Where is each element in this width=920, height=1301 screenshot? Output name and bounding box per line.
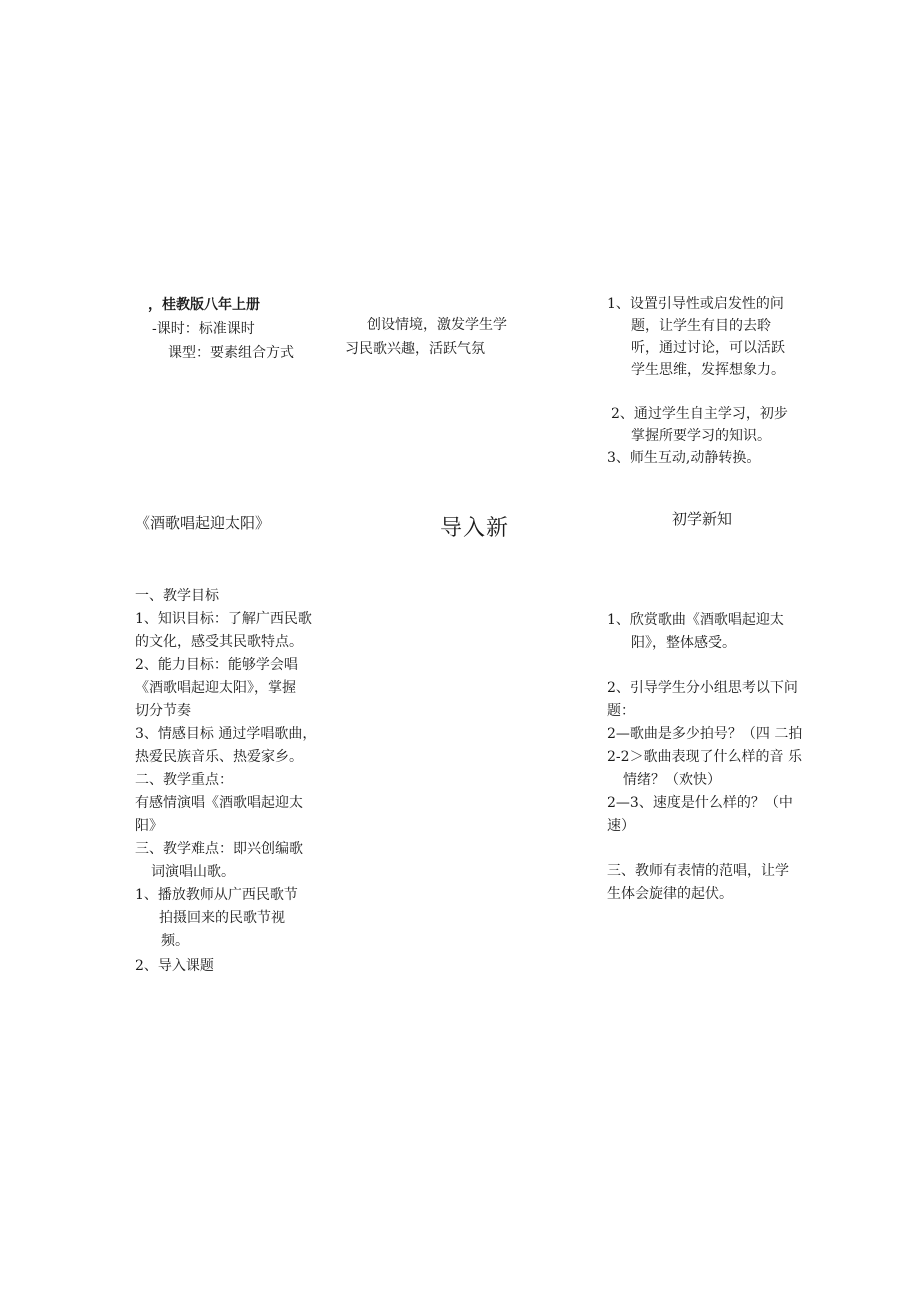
- step-item: 2、导入课题: [135, 958, 214, 974]
- question-item-cont: 情绪？（欢快）: [623, 772, 721, 788]
- goal-item-cont: 切分节奏: [135, 703, 191, 719]
- step-item: 1、播放教师从广西民歌节: [135, 887, 298, 903]
- lesson-type-label: 课型：要素组合方式: [168, 345, 294, 361]
- method-item-cont: 学生思维，发挥想象力。: [631, 362, 785, 378]
- method-item-cont: 听，通过讨论，可以活跃: [631, 340, 785, 356]
- goal-item: 1、知识目标：了解广西民歌: [135, 611, 312, 627]
- goal-item-cont: 的文化，感受其民歌特点。: [135, 634, 303, 650]
- period-label: -课时：标准课时: [152, 321, 255, 337]
- goals-heading: 一、教学目标: [135, 588, 219, 604]
- goal-item: 2、能力目标：能够学会唱: [135, 657, 298, 673]
- method-item: 1、设置引导性或启发性的问: [607, 296, 784, 312]
- question-item: 2-2＞歌曲表现了什么样的音 乐: [607, 749, 802, 765]
- difficulty-heading: 三、教学难点：即兴创编歌: [135, 841, 303, 857]
- goal-item-cont: 《酒歌唱起迎太阳》，掌握: [135, 680, 296, 696]
- question-item: 2—歌曲是多少拍号？（四 二拍: [607, 726, 803, 742]
- teaching-goals: [135, 585, 316, 978]
- song-title: 《酒歌唱起迎太阳》: [135, 514, 271, 532]
- learn-item-cont: 阳》，整体感受。: [631, 635, 736, 651]
- learn-item: 2、引导学生分小组思考以下问: [607, 680, 798, 696]
- step-item-cont: 频。: [161, 933, 189, 949]
- method-item-cont: 掌握所要学习的知识。: [631, 428, 771, 444]
- question-item-cont: 速）: [607, 818, 635, 834]
- learn-item: 三、教师有表情的范唱，让学: [607, 863, 789, 879]
- teaching-methods: [607, 293, 788, 469]
- first-learning-steps: [607, 609, 802, 906]
- learn-item-cont: 生体会旋律的起伏。: [607, 886, 733, 902]
- method-item-cont: 题，让学生有目的去聆: [631, 318, 771, 334]
- section-title-intro-new: 导入新: [440, 516, 510, 541]
- intro-purpose-line: 创设情境，激发学生学: [367, 317, 507, 333]
- textbook-label: ，桂教版八年上册: [148, 297, 260, 313]
- difficulty-text: 词演唱山歌。: [151, 864, 235, 880]
- intro-purpose-line: 习民歌兴趣，活跃气氛: [345, 341, 485, 357]
- learn-item-cont: 题：: [607, 703, 635, 719]
- section-title-first-learn: 初学新知: [672, 510, 733, 528]
- key-point-text: 阳》: [135, 818, 163, 834]
- lesson-header: [148, 294, 294, 364]
- question-item: 2—3、速度是什么样的？（中: [607, 795, 793, 811]
- key-point-text: 有感情演唱《酒歌唱起迎太: [135, 795, 303, 811]
- goal-item: 3、情感目标 通过学唱歌曲，: [135, 726, 317, 742]
- intro-purpose: [345, 314, 507, 360]
- key-points-heading: 二、教学重点：: [135, 772, 233, 788]
- learn-item: 1、欣赏歌曲《酒歌唱起迎太: [607, 612, 784, 628]
- goal-item-cont: 热爱民族音乐、热爱家乡。: [135, 749, 303, 765]
- step-item-cont: 拍摄回来的民歌节视: [159, 910, 285, 926]
- method-item: 2、通过学生自主学习，初步: [611, 406, 788, 422]
- method-item: 3、师生互动,动静转换。: [607, 450, 761, 466]
